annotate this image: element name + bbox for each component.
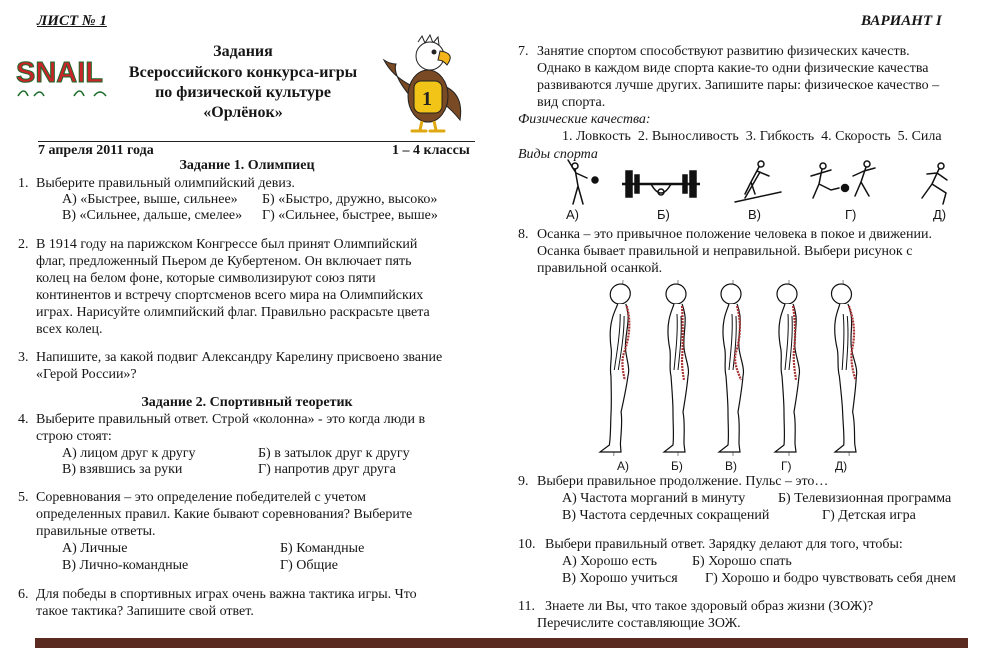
question-9-text: Выбери правильное продолжение. Пульс – это… bbox=[537, 474, 829, 489]
snail-logo bbox=[14, 52, 110, 98]
section-2-title: Задание 2. Спортивный теоретик bbox=[141, 395, 353, 410]
question-4-option-g: Г) напротив друг друга bbox=[258, 462, 396, 477]
question-2-number: 2. bbox=[18, 237, 29, 252]
variant-label: ВАРИАНТ I bbox=[861, 13, 942, 29]
question-1-option-v: В) «Сильнее, дальше, смелее» bbox=[62, 208, 243, 223]
question-11-text-line: Знаете ли Вы, что такое здоровый образ жизни (ЗОЖ)? bbox=[545, 599, 874, 614]
question-9-option-v: В) Частота сердечных сокращений bbox=[562, 508, 770, 523]
sheet-number: ЛИСТ № 1 bbox=[37, 13, 107, 29]
posture-figure-d bbox=[829, 280, 860, 456]
question-5-option-g: Г) Общие bbox=[280, 558, 338, 573]
question-10-option-b: Б) Хорошо спать bbox=[692, 554, 792, 569]
question-7-text-line: Занятие спортом способствуют развитию физических качеств. bbox=[537, 44, 910, 59]
question-4-option-b: Б) в затылок друг к другу bbox=[258, 446, 410, 461]
question-2-text-line: В 1914 году на парижском Конгрессе был принят Олимпийский bbox=[36, 237, 418, 252]
question-3-number: 3. bbox=[18, 350, 29, 365]
question-2-text-line: континентов и встречу спортсменов всего мира на Олимпийских bbox=[36, 288, 424, 303]
sports-label: Виды спорта bbox=[518, 147, 598, 162]
football-players-icon bbox=[811, 161, 875, 198]
question-10-number: 10. bbox=[518, 537, 536, 552]
question-10-text: Выбери правильный ответ. Зарядку делают для того, чтобы: bbox=[545, 537, 903, 552]
date: 7 апреля 2011 года bbox=[38, 143, 154, 158]
question-4-option-a: А) лицом друг к другу bbox=[62, 446, 196, 461]
question-5-option-b: Б) Командные bbox=[280, 541, 365, 556]
posture-label-g: Г) bbox=[781, 459, 792, 473]
question-10-option-v: В) Хорошо учиться bbox=[562, 571, 678, 586]
question-2-text-line: флаг, предложенный Пьером де Кубертеном. Он включает пять bbox=[36, 254, 412, 269]
posture-label-v: В) bbox=[725, 459, 737, 473]
question-1-option-g: Г) «Сильнее, быстрее, выше» bbox=[262, 208, 438, 223]
question-1-option-a: А) «Быстрее, выше, сильнее» bbox=[62, 192, 238, 207]
question-5-option-v: В) Лично-командные bbox=[62, 558, 189, 573]
posture-figure-b bbox=[664, 280, 688, 456]
question-6-text-line: Для победы в спортивных играх очень важна тактика игры. Что bbox=[36, 587, 417, 602]
question-3-text-line: Напишите, за какой подвиг Александру Карелину присвоено звание bbox=[36, 350, 443, 365]
question-1-number: 1. bbox=[18, 176, 29, 191]
sport-label-a: А) bbox=[566, 207, 579, 222]
question-9-option-b: Б) Телевизионная программа bbox=[778, 491, 952, 506]
posture-figures bbox=[595, 279, 865, 457]
posture-label-d: Д) bbox=[835, 459, 848, 473]
question-7-number: 7. bbox=[518, 44, 529, 59]
question-11-number: 11. bbox=[518, 599, 535, 614]
question-1-text: Выберите правильный олимпийский девиз. bbox=[36, 176, 295, 191]
posture-label-a: А) bbox=[617, 459, 629, 473]
title-line-1: Задания bbox=[213, 43, 273, 60]
question-2-text-line: колец на белом фоне, которые символизируют союз пяти bbox=[36, 271, 376, 286]
posture-figure-a bbox=[600, 280, 634, 456]
question-4-number: 4. bbox=[18, 412, 29, 427]
posture-figure-v bbox=[719, 280, 743, 456]
title-line-2: Всероссийского конкурса-игры bbox=[128, 64, 358, 81]
barbell-icon bbox=[622, 171, 700, 197]
sport-label-g: Г) bbox=[845, 207, 857, 222]
question-2-text-line: всех колец. bbox=[36, 322, 103, 337]
runner-icon bbox=[922, 163, 947, 204]
mascot-shirt-number: 1 bbox=[422, 88, 432, 110]
question-7-text-line: вид спорта. bbox=[537, 95, 606, 110]
title-line-4: «Орлёнок» bbox=[203, 104, 283, 121]
sport-label-b: Б) bbox=[657, 207, 670, 222]
question-1-option-b: Б) «Быстро, дружно, высоко» bbox=[262, 192, 438, 207]
question-5-text-line: определенных правил. Какие бывают соревнования? Выберите bbox=[36, 507, 413, 522]
eagle-mascot-icon bbox=[378, 34, 474, 134]
question-9-option-a: А) Частота морганий в минуту bbox=[562, 491, 746, 506]
question-10-option-g: Г) Хорошо и бодро чувствовать себя днем bbox=[705, 571, 956, 586]
sport-label-v: В) bbox=[748, 207, 761, 222]
bottom-bar bbox=[35, 638, 968, 648]
logo-text: SNAIL bbox=[16, 57, 103, 89]
question-5-option-a: А) Личные bbox=[62, 541, 128, 556]
question-9-number: 9. bbox=[518, 474, 529, 489]
qualities-list: 1. Ловкость 2. Выносливость 3. Гибкость 4. Скорость 5. Сила bbox=[562, 129, 942, 144]
header-divider bbox=[38, 141, 475, 142]
skier-icon bbox=[735, 161, 781, 202]
question-9-option-g: Г) Детская игра bbox=[822, 508, 916, 523]
question-4-text-line: строю стоят: bbox=[36, 429, 112, 444]
question-5-text-line: Соревнования – это определение победителей с учетом bbox=[36, 490, 367, 505]
posture-figure-g bbox=[775, 280, 799, 456]
thrower-icon bbox=[568, 160, 598, 204]
question-8-text-line: Осанка бывает правильной и неправильной. Выбери рисунок с bbox=[537, 244, 913, 259]
question-8-number: 8. bbox=[518, 227, 529, 242]
question-6-text-line: такое тактика? Запишите свой ответ. bbox=[36, 604, 254, 619]
question-6-number: 6. bbox=[18, 587, 29, 602]
question-4-option-v: В) взявшись за руки bbox=[62, 462, 183, 477]
question-2-text-line: играх. Нарисуйте олимпийский флаг. Правильно раскрасьте цвета bbox=[36, 305, 430, 320]
question-11-text-line: Перечислите составляющие ЗОЖ. bbox=[537, 616, 741, 631]
sport-drawings bbox=[555, 158, 965, 208]
question-8-text-line: Осанка – это привычное положение человека в покое и движении. bbox=[537, 227, 932, 242]
question-3-text-line: «Герой России»? bbox=[36, 367, 137, 382]
question-5-number: 5. bbox=[18, 490, 29, 505]
sport-label-d: Д) bbox=[933, 207, 947, 222]
question-8-text-line: правильной осанкой. bbox=[537, 261, 663, 276]
posture-label-b: Б) bbox=[671, 459, 683, 473]
qualities-label: Физические качества: bbox=[518, 112, 651, 127]
question-4-text-line: Выберите правильный ответ. Строй «колонна» - это когда люди в bbox=[36, 412, 426, 427]
question-7-text-line: Однако в каждом виде спорта какие-то одни физические качества bbox=[537, 61, 929, 76]
question-7-text-line: развиваются лучше других. Запишите пары: физическое качество – bbox=[537, 78, 940, 93]
title-line-3: по физической культуре bbox=[155, 84, 331, 101]
grades: 1 – 4 классы bbox=[392, 143, 470, 158]
section-1-title: Задание 1. Олимпиец bbox=[179, 158, 315, 173]
question-10-option-a: А) Хорошо есть bbox=[562, 554, 658, 569]
question-5-text-line: правильные ответы. bbox=[36, 524, 156, 539]
